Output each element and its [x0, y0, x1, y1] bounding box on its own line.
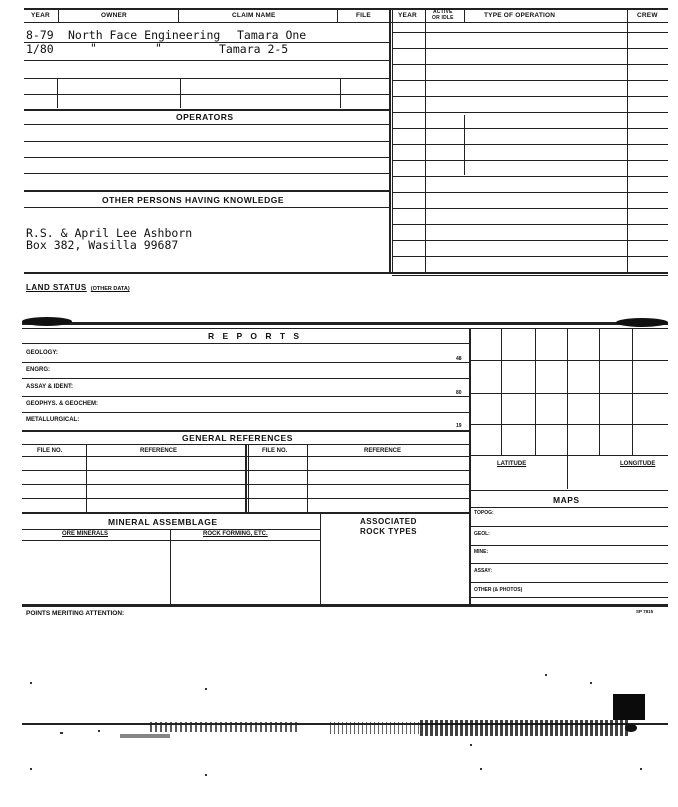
reports-top-rule [22, 322, 668, 325]
header-year-2: YEAR [398, 12, 417, 19]
maps-geol: GEOL: [474, 531, 490, 537]
ref-col-reference-2: REFERENCE [364, 448, 402, 454]
ref-col-file-no: FILE NO. [37, 448, 63, 454]
record-owner: North Face Engineering [68, 28, 221, 42]
black-registration-mark [613, 694, 645, 720]
ore-minerals-header: ORE MINERALS [62, 531, 109, 537]
header-active: ACTIVE [433, 9, 453, 15]
other-person-address: Box 382, Wasilla 99687 [26, 238, 179, 252]
other-persons-title: OTHER PERSONS HAVING KNOWLEDGE [102, 195, 285, 205]
mineral-assemblage-title: MINERAL ASSEMBLAGE [108, 517, 218, 527]
operators-title: OPERATORS [176, 112, 234, 122]
latitude-label: LATITUDE [497, 461, 527, 467]
report-num: 48 [456, 356, 462, 362]
report-label: METALLURGICAL: [26, 417, 80, 423]
maps-other: OTHER (& PHOTOS) [474, 587, 523, 593]
land-status-label: LAND STATUS [26, 283, 87, 292]
record-date: 1/80 [26, 42, 54, 56]
maps-assay: ASSAY: [474, 568, 493, 574]
maps-title: MAPS [553, 495, 580, 505]
record-claim: Tamara One [237, 28, 307, 42]
rock-forming-header: ROCK FORMING, ETC. [203, 531, 268, 537]
other-person-name: R.S. & April Lee Ashborn [26, 226, 193, 240]
maps-mine: MINE: [474, 549, 489, 555]
record-owner-ditto: " [155, 41, 162, 55]
associated-rock-types-line2: ROCK TYPES [360, 527, 418, 536]
header-owner: OWNER [101, 12, 127, 19]
header-file: FILE [356, 12, 371, 19]
points-meriting-attention: POINTS MERITING ATTENTION: [26, 610, 125, 617]
reports-title: R E P O R T S [208, 331, 303, 341]
header-type-of-operation: TYPE OF OPERATION [484, 12, 556, 19]
header-year: YEAR [31, 12, 50, 19]
land-status-sub: (OTHER DATA) [90, 286, 130, 292]
longitude-label: LONGITUDE [620, 461, 656, 467]
report-label: GEOPHYS. & GEOCHEM: [26, 401, 99, 407]
header-crew: CREW [637, 12, 658, 19]
record-claim: Tamara 2-5 [219, 42, 289, 56]
form-number: SP 7815 [636, 609, 654, 614]
ref-col-reference: REFERENCE [140, 448, 178, 454]
report-num: 80 [456, 390, 462, 396]
scan-artifacts [0, 680, 678, 807]
header-or-idle: OR IDLE [432, 15, 454, 21]
report-label: ASSAY & IDENT: [26, 384, 74, 390]
reports-bottom-rule [22, 604, 668, 607]
maps-topog: TOPOG: [474, 510, 494, 516]
report-label: ENGRG: [26, 367, 50, 373]
ref-col-file-no-2: FILE NO. [262, 448, 288, 454]
header-claim-name: CLAIM NAME [232, 12, 276, 19]
record-date: 8-79 [26, 28, 54, 42]
record-owner-ditto: " [90, 41, 97, 55]
associated-rock-types-line1: ASSOCIATED [360, 517, 417, 526]
general-references-title: GENERAL REFERENCES [182, 433, 293, 443]
report-label: GEOLOGY: [26, 350, 58, 356]
report-num: 19 [456, 423, 462, 429]
